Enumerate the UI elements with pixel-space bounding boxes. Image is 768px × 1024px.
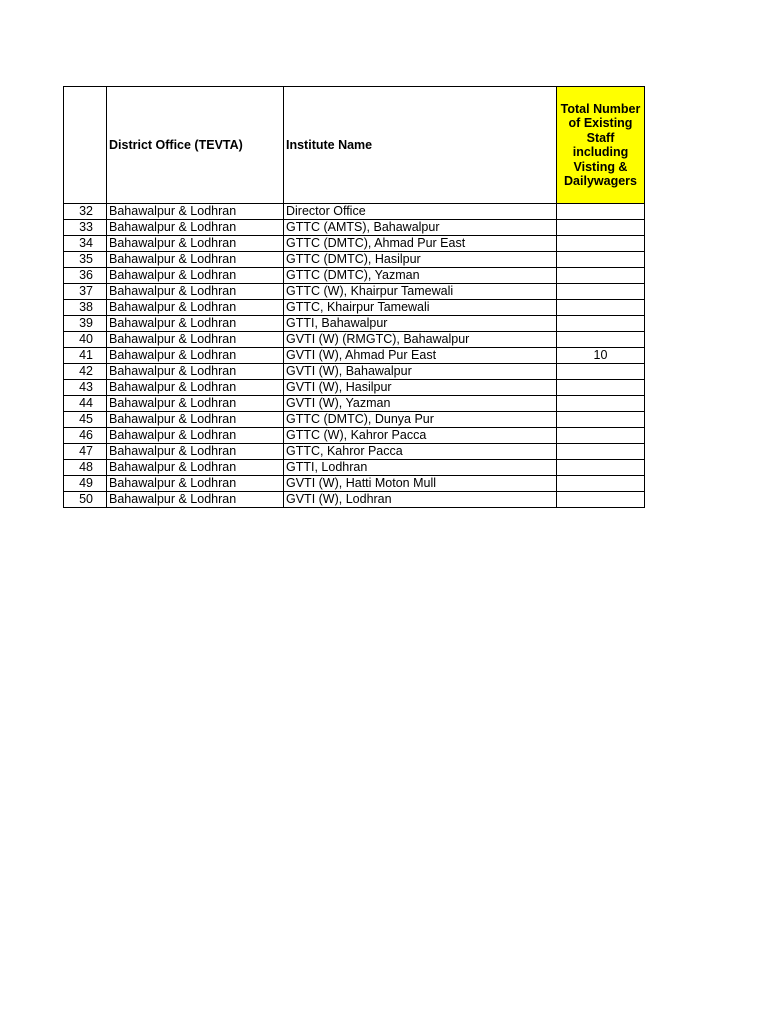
staff-table — [63, 86, 645, 508]
row-staff-count — [557, 316, 645, 332]
table-row — [64, 316, 645, 332]
header-institute: Institute Name — [284, 87, 557, 204]
table-row — [64, 236, 645, 252]
row-staff-count — [557, 284, 645, 300]
row-number: 35 — [64, 252, 107, 268]
table-row — [64, 492, 645, 508]
row-district: Bahawalpur & Lodhran — [107, 316, 284, 332]
row-staff-count — [557, 204, 645, 220]
table-row — [64, 348, 645, 364]
table-row — [64, 444, 645, 460]
row-institute: GTTC (AMTS), Bahawalpur — [284, 220, 557, 236]
row-institute: GTTC (DMTC), Yazman — [284, 268, 557, 284]
table-row — [64, 412, 645, 428]
table-row — [64, 332, 645, 348]
row-district: Bahawalpur & Lodhran — [107, 396, 284, 412]
row-institute: GVTI (W) (RMGTC), Bahawalpur — [284, 332, 557, 348]
row-institute: GVTI (W), Yazman — [284, 396, 557, 412]
header-number — [64, 87, 107, 204]
table-row — [64, 252, 645, 268]
table-row — [64, 204, 645, 220]
row-staff-count — [557, 220, 645, 236]
row-institute: GTTI, Bahawalpur — [284, 316, 557, 332]
header-staff: Total Number of Existing Staff including Visting & Dailywagers — [557, 87, 645, 204]
row-number: 44 — [64, 396, 107, 412]
row-institute: GVTI (W), Bahawalpur — [284, 364, 557, 380]
row-number: 32 — [64, 204, 107, 220]
row-institute: GTTC (W), Khairpur Tamewali — [284, 284, 557, 300]
table-row — [64, 220, 645, 236]
row-number: 42 — [64, 364, 107, 380]
row-number: 50 — [64, 492, 107, 508]
row-district: Bahawalpur & Lodhran — [107, 364, 284, 380]
table-row — [64, 284, 645, 300]
row-number: 49 — [64, 476, 107, 492]
row-number: 38 — [64, 300, 107, 316]
row-district: Bahawalpur & Lodhran — [107, 300, 284, 316]
row-institute: GVTI (W), Hasilpur — [284, 380, 557, 396]
header-district: District Office (TEVTA) — [107, 87, 284, 204]
row-number: 45 — [64, 412, 107, 428]
row-district: Bahawalpur & Lodhran — [107, 332, 284, 348]
row-institute: GVTI (W), Hatti Moton Mull — [284, 476, 557, 492]
row-district: Bahawalpur & Lodhran — [107, 348, 284, 364]
row-staff-count — [557, 332, 645, 348]
row-district: Bahawalpur & Lodhran — [107, 460, 284, 476]
row-district: Bahawalpur & Lodhran — [107, 220, 284, 236]
row-district: Bahawalpur & Lodhran — [107, 268, 284, 284]
row-district: Bahawalpur & Lodhran — [107, 444, 284, 460]
row-district: Bahawalpur & Lodhran — [107, 284, 284, 300]
row-number: 33 — [64, 220, 107, 236]
table-row — [64, 476, 645, 492]
row-staff-count — [557, 236, 645, 252]
table-row — [64, 364, 645, 380]
row-number: 34 — [64, 236, 107, 252]
row-district: Bahawalpur & Lodhran — [107, 412, 284, 428]
row-number: 37 — [64, 284, 107, 300]
row-staff-count — [557, 364, 645, 380]
row-institute: GVTI (W), Lodhran — [284, 492, 557, 508]
row-staff-count — [557, 476, 645, 492]
row-number: 41 — [64, 348, 107, 364]
row-number: 40 — [64, 332, 107, 348]
row-number: 48 — [64, 460, 107, 476]
table-row — [64, 460, 645, 476]
row-institute: GTTC, Khairpur Tamewali — [284, 300, 557, 316]
row-number: 36 — [64, 268, 107, 284]
row-number: 46 — [64, 428, 107, 444]
table-row — [64, 380, 645, 396]
row-staff-count — [557, 300, 645, 316]
row-district: Bahawalpur & Lodhran — [107, 492, 284, 508]
header-row — [64, 87, 645, 204]
row-number: 39 — [64, 316, 107, 332]
row-district: Bahawalpur & Lodhran — [107, 428, 284, 444]
row-district: Bahawalpur & Lodhran — [107, 236, 284, 252]
table-row — [64, 268, 645, 284]
row-staff-count — [557, 252, 645, 268]
row-staff-count — [557, 460, 645, 476]
table-row — [64, 428, 645, 444]
row-staff-count — [557, 492, 645, 508]
row-district: Bahawalpur & Lodhran — [107, 476, 284, 492]
row-staff-count — [557, 444, 645, 460]
row-institute: GTTC (DMTC), Ahmad Pur East — [284, 236, 557, 252]
row-institute: GTTC (DMTC), Hasilpur — [284, 252, 557, 268]
row-institute: GTTC, Kahror Pacca — [284, 444, 557, 460]
table-body — [64, 87, 645, 508]
row-district: Bahawalpur & Lodhran — [107, 252, 284, 268]
row-number: 43 — [64, 380, 107, 396]
row-institute: GTTI, Lodhran — [284, 460, 557, 476]
table-row — [64, 300, 645, 316]
row-district: Bahawalpur & Lodhran — [107, 380, 284, 396]
table-row — [64, 396, 645, 412]
row-staff-count — [557, 380, 645, 396]
row-institute: GTTC (DMTC), Dunya Pur — [284, 412, 557, 428]
row-number: 47 — [64, 444, 107, 460]
row-district: Bahawalpur & Lodhran — [107, 204, 284, 220]
row-staff-count — [557, 412, 645, 428]
row-staff-count: 10 — [557, 348, 645, 364]
row-institute: GVTI (W), Ahmad Pur East — [284, 348, 557, 364]
row-staff-count — [557, 396, 645, 412]
row-institute: Director Office — [284, 204, 557, 220]
row-institute: GTTC (W), Kahror Pacca — [284, 428, 557, 444]
row-staff-count — [557, 428, 645, 444]
row-staff-count — [557, 268, 645, 284]
